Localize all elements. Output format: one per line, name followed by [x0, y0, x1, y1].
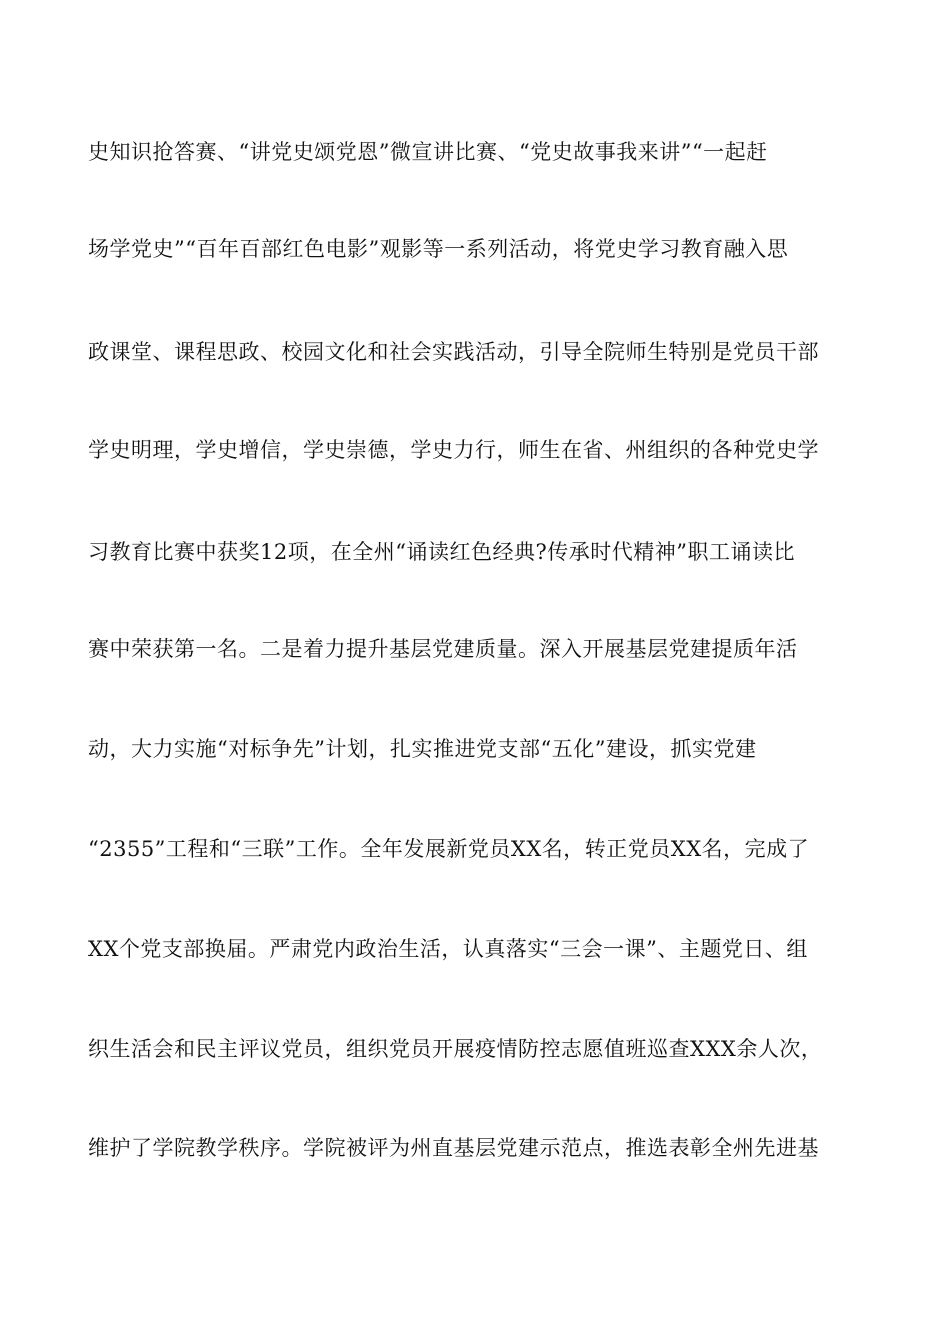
text-line: 织生活会和民主评议党员，组织党员开展疫情防控志愿值班巡查XXX余人次， [88, 1037, 823, 1061]
text-line: 史知识抢答赛、“讲党史颂党恩”微宣讲比赛、“党史故事我来讲”“一起赶 [88, 140, 768, 164]
text-line: XX个党支部换届。严肃党内政治生活，认真落实“三会一课”、主题党日、组 [88, 937, 808, 961]
text-line: 维护了学院教学秩序。学院被评为州直基层党建示范点，推选表彰全州先进基 [88, 1136, 819, 1160]
text-line: 习教育比赛中获奖12项，在全州“诵读红色经典?传承时代精神”职工诵读比 [88, 540, 795, 564]
text-line: 学史明理，学史增信，学史崇德，学史力行，师生在省、州组织的各种党史学 [88, 438, 819, 462]
text-line: 政课堂、课程思政、校园文化和社会实践活动，引导全院师生特别是党员干部 [88, 340, 819, 364]
text-line: 动，大力实施“对标争先”计划，扎实推进党支部“五化”建设，抓实党建 [88, 737, 757, 761]
text-line: 赛中荣获第一名。二是着力提升基层党建质量。深入开展基层党建提质年活 [88, 637, 798, 661]
text-line: 场学党史”“百年百部红色电影”观影等一系列活动，将党史学习教育融入思 [88, 237, 789, 261]
text-line: “2355”工程和“三联”工作。全年发展新党员XX名，转正党员XX名，完成了 [88, 837, 810, 861]
